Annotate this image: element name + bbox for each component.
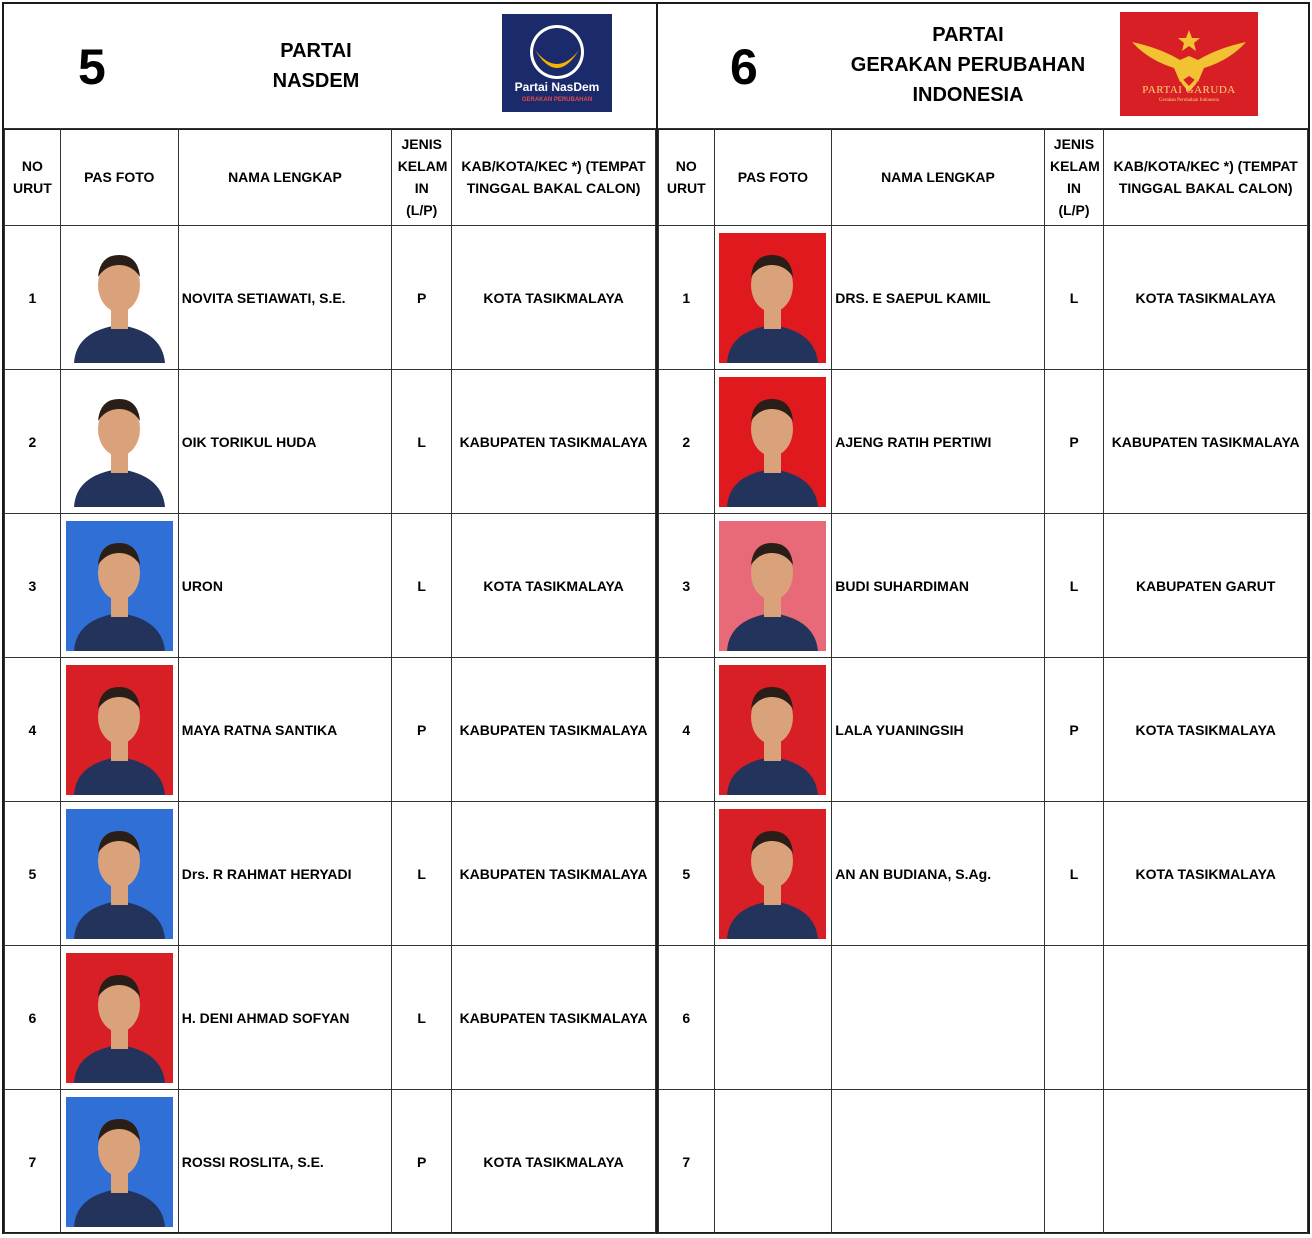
candidate-residence: KOTA TASIKMALAYA xyxy=(452,226,656,370)
candidate-photo-cell xyxy=(714,1090,832,1234)
candidate-number: 4 xyxy=(5,658,61,802)
header-jenis-kelamin: JENIS KELAM IN (L/P) xyxy=(392,129,452,226)
candidate-photo-cell xyxy=(714,226,832,370)
candidate-photo xyxy=(719,521,826,651)
candidate-photo xyxy=(719,809,826,939)
table-row xyxy=(659,946,1308,1090)
candidate-residence: KOTA TASIKMALAYA xyxy=(1104,226,1308,370)
candidate-name: NOVITA SETIAWATI, S.E. xyxy=(178,226,392,370)
candidate-gender: L xyxy=(392,946,452,1090)
candidate-gender: L xyxy=(392,514,452,658)
table-row xyxy=(659,226,1308,370)
table-row xyxy=(659,514,1308,658)
candidate-number: 5 xyxy=(5,802,61,946)
candidate-photo xyxy=(66,809,173,939)
candidate-name: URON xyxy=(178,514,392,658)
candidate-name: OIK TORIKUL HUDA xyxy=(178,370,392,514)
candidate-gender: L xyxy=(1044,802,1104,946)
party-name-line2: NASDEM xyxy=(272,70,360,92)
party-panel-nasdem xyxy=(2,2,658,1234)
candidate-residence xyxy=(1104,946,1308,1090)
table-row xyxy=(659,658,1308,802)
candidate-residence: KOTA TASIKMALAYA xyxy=(1104,658,1308,802)
party-name-line2: GERAKAN PERUBAHAN xyxy=(850,54,1086,76)
table-row xyxy=(5,370,656,514)
garuda-logo-text: PARTAI GARUDA xyxy=(1142,84,1236,96)
candidate-name: LALA YUANINGSIH xyxy=(832,658,1044,802)
candidate-number: 5 xyxy=(659,802,715,946)
header-kab-kota: KAB/KOTA/KEC *) (TEMPAT TINGGAL BAKAL CALON) xyxy=(1104,129,1308,226)
candidate-number: 7 xyxy=(5,1090,61,1234)
candidate-photo-cell xyxy=(60,514,178,658)
candidate-residence: KABUPATEN TASIKMALAYA xyxy=(452,802,656,946)
candidate-residence: KABUPATEN TASIKMALAYA xyxy=(452,370,656,514)
candidate-photo xyxy=(66,233,173,363)
candidate-gender: P xyxy=(1044,658,1104,802)
candidate-photo-cell xyxy=(60,226,178,370)
candidate-residence: KABUPATEN GARUT xyxy=(1104,514,1308,658)
candidate-name: AN AN BUDIANA, S.Ag. xyxy=(832,802,1044,946)
candidate-photo xyxy=(719,377,826,507)
party-name-line1: PARTAI xyxy=(280,40,352,62)
candidate-gender xyxy=(1044,946,1104,1090)
header-no-urut: NO URUT xyxy=(659,129,715,226)
candidate-photo-cell xyxy=(60,946,178,1090)
table-row xyxy=(5,514,656,658)
candidate-number: 3 xyxy=(5,514,61,658)
candidate-number: 1 xyxy=(5,226,61,370)
table-row xyxy=(5,1090,656,1234)
candidate-table-garuda xyxy=(658,128,1308,1234)
candidate-gender: L xyxy=(1044,226,1104,370)
candidate-residence: KOTA TASIKMALAYA xyxy=(452,514,656,658)
candidate-photo-cell xyxy=(714,370,832,514)
header-nama-lengkap: NAMA LENGKAP xyxy=(832,129,1044,226)
table-row xyxy=(659,1090,1308,1234)
candidate-name: AJENG RATIH PERTIWI xyxy=(832,370,1044,514)
candidate-number: 4 xyxy=(659,658,715,802)
candidate-number: 6 xyxy=(659,946,715,1090)
table-header-row xyxy=(5,129,656,226)
candidate-photo-cell xyxy=(60,658,178,802)
table-row xyxy=(659,802,1308,946)
party-number: 5 xyxy=(78,39,106,95)
candidate-residence: KABUPATEN TASIKMALAYA xyxy=(452,658,656,802)
table-row xyxy=(659,370,1308,514)
candidate-photo-cell xyxy=(60,370,178,514)
candidate-name: DRS. E SAEPUL KAMIL xyxy=(832,226,1044,370)
candidate-number: 6 xyxy=(5,946,61,1090)
candidate-number: 2 xyxy=(659,370,715,514)
party-number: 6 xyxy=(730,39,758,95)
candidate-name: H. DENI AHMAD SOFYAN xyxy=(178,946,392,1090)
party-name-line1: PARTAI xyxy=(932,24,1004,46)
candidate-photo xyxy=(66,953,173,1083)
candidate-photo-cell xyxy=(714,946,832,1090)
candidate-gender: P xyxy=(392,226,452,370)
candidate-residence: KOTA TASIKMALAYA xyxy=(1104,802,1308,946)
candidate-photo xyxy=(66,377,173,507)
candidate-name: Drs. R RAHMAT HERYADI xyxy=(178,802,392,946)
candidate-residence: KABUPATEN TASIKMALAYA xyxy=(1104,370,1308,514)
nasdem-logo-subtext: GERAKAN PERUBAHAN xyxy=(521,97,593,103)
candidate-photo-cell xyxy=(714,658,832,802)
table-header-row xyxy=(659,129,1308,226)
table-row xyxy=(5,946,656,1090)
candidate-name: BUDI SUHARDIMAN xyxy=(832,514,1044,658)
candidate-photo xyxy=(719,233,826,363)
header-jenis-kelamin: JENIS KELAM IN (L/P) xyxy=(1044,129,1104,226)
candidate-gender: P xyxy=(392,1090,452,1234)
candidate-table-nasdem xyxy=(4,128,656,1234)
table-row xyxy=(5,658,656,802)
candidate-name xyxy=(832,1090,1044,1234)
candidate-photo-cell xyxy=(60,1090,178,1234)
candidate-photo xyxy=(66,665,173,795)
candidate-gender: P xyxy=(392,658,452,802)
candidate-photo xyxy=(719,665,826,795)
party-name xyxy=(234,36,398,96)
nasdem-logo-text: Partai NasDem xyxy=(514,80,600,94)
party-name-line3: INDONESIA xyxy=(912,84,1024,106)
header-pas-foto: PAS FOTO xyxy=(714,129,832,226)
candidate-photo xyxy=(66,1097,173,1227)
candidate-residence: KABUPATEN TASIKMALAYA xyxy=(452,946,656,1090)
table-row xyxy=(5,802,656,946)
garuda-logo-subtext: Gerakan Perubahan Indonesia xyxy=(1159,98,1219,103)
header-kab-kota: KAB/KOTA/KEC *) (TEMPAT TINGGAL BAKAL CALON) xyxy=(452,129,656,226)
nasdem-logo-icon xyxy=(502,14,612,112)
candidate-photo xyxy=(66,521,173,651)
party-panel-garuda xyxy=(656,2,1310,1234)
candidate-number: 1 xyxy=(659,226,715,370)
candidate-number: 2 xyxy=(5,370,61,514)
candidate-photo-cell xyxy=(60,802,178,946)
header-no-urut: NO URUT xyxy=(5,129,61,226)
header-nama-lengkap: NAMA LENGKAP xyxy=(178,129,392,226)
party-header xyxy=(658,4,1308,130)
candidate-name: ROSSI ROSLITA, S.E. xyxy=(178,1090,392,1234)
candidate-gender: P xyxy=(1044,370,1104,514)
candidate-gender: L xyxy=(392,802,452,946)
candidate-number: 3 xyxy=(659,514,715,658)
candidate-gender xyxy=(1044,1090,1104,1234)
candidate-number: 7 xyxy=(659,1090,715,1234)
candidate-photo-cell xyxy=(714,514,832,658)
table-row xyxy=(5,226,656,370)
candidate-name xyxy=(832,946,1044,1090)
garuda-logo-icon xyxy=(1120,12,1258,116)
candidate-name: MAYA RATNA SANTIKA xyxy=(178,658,392,802)
candidate-residence xyxy=(1104,1090,1308,1234)
candidate-gender: L xyxy=(1044,514,1104,658)
party-name xyxy=(838,20,1098,110)
candidate-photo-cell xyxy=(714,802,832,946)
header-pas-foto: PAS FOTO xyxy=(60,129,178,226)
candidate-residence: KOTA TASIKMALAYA xyxy=(452,1090,656,1234)
candidate-gender: L xyxy=(392,370,452,514)
party-header xyxy=(4,4,656,130)
